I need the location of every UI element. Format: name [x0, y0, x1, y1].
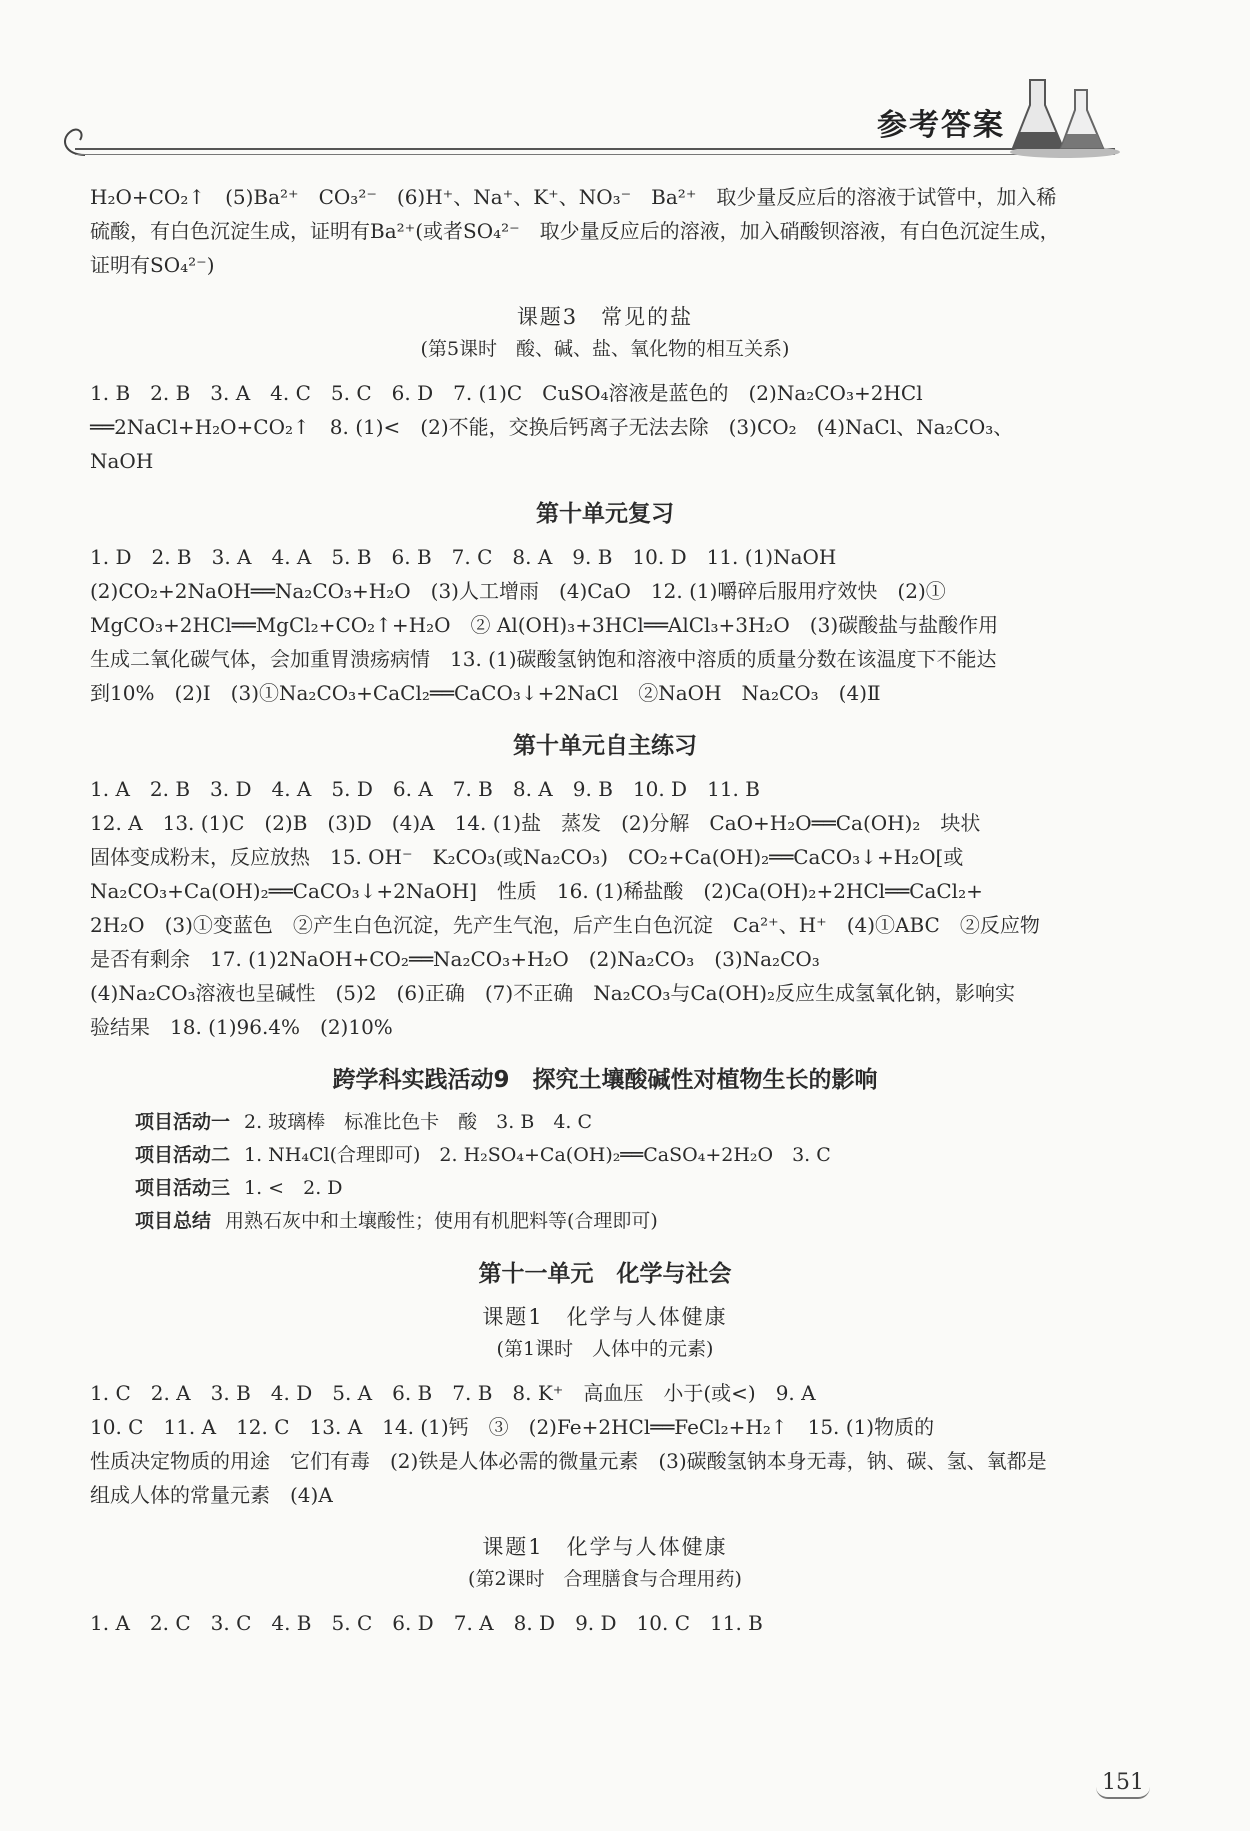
- section-unit11-lesson1: [90, 1254, 1120, 1512]
- lesson-title: 课题3 常见的盐: [516, 305, 694, 329]
- section-unit10-review: [90, 494, 1120, 710]
- section-unit11-lesson2: [90, 1530, 1120, 1640]
- activity-text: 1. < 2. D: [244, 1177, 343, 1199]
- text-line: MgCO₃+2HCl══MgCl₂+CO₂↑+H₂O ② Al(OH)₃+3HCl══AlCl₃+3H₂O (3)碳酸盐与盐酸作用: [90, 613, 999, 637]
- lesson-subtitle: (第5课时 酸、碱、盐、氧化物的相互关系): [420, 338, 790, 360]
- text-line: 1. A 2. C 3. C 4. B 5. C 6. D 7. A 8. D 9. D 10. C 11. B: [90, 1611, 763, 1635]
- header-rule-thin: [75, 154, 1115, 155]
- text-line: NaOH: [90, 449, 154, 473]
- activity-text: 1. NH₄Cl(合理即可) 2. H₂SO₄+Ca(OH)₂══CaSO₄+2H₂O 3. C: [244, 1144, 831, 1166]
- text-line: (2)CO₂+2NaOH══Na₂CO₃+H₂O (3)人工增雨 (4)CaO 12. (1)嚼碎后服用疗效快 (2)①: [90, 579, 946, 603]
- activity-row: [135, 1172, 1120, 1205]
- text-line: 组成人体的常量元素 (4)A: [90, 1483, 333, 1507]
- text-line: 1. D 2. B 3. A 4. A 5. B 6. B 7. C 8. A 9. B 10. D 11. (1)NaOH: [90, 545, 837, 569]
- activity-row: [135, 1205, 1120, 1238]
- text-line: 1. C 2. A 3. B 4. D 5. A 6. B 7. B 8. K⁺ 高血压 小于(或<) 9. A: [90, 1381, 816, 1405]
- unit-title: 跨学科实践活动9 探究土壤酸碱性对植物生长的影响: [332, 1067, 878, 1093]
- unit-title: 第十一单元 化学与社会: [478, 1261, 732, 1287]
- text-line: 到10% (2)Ⅰ (3)①Na₂CO₃+CaCl₂══CaCO₃↓+2NaCl ②NaOH Na₂CO₃ (4)Ⅱ: [90, 681, 881, 705]
- activity-text: 2. 玻璃棒 标准比色卡 酸 3. B 4. C: [244, 1111, 593, 1133]
- text-line: 生成二氧化碳气体，会加重胃溃疡病情 13. (1)碳酸氢钠饱和溶液中溶质的质量分数在该温度下不能达: [90, 647, 997, 671]
- activity-text: 用熟石灰中和土壤酸性；使用有机肥料等(合理即可): [225, 1210, 658, 1232]
- unit-title: 第十单元自主练习: [513, 733, 697, 759]
- text-line: 是否有剩余 17. (1)2NaOH+CO₂══Na₂CO₃+H₂O (2)Na₂CO₃ (3)Na₂CO₃: [90, 947, 820, 971]
- text-line: 硫酸，有白色沉淀生成，证明有Ba²⁺(或者SO₄²⁻ 取少量反应后的溶液，加入硝酸钡溶液，有白色沉淀生成，: [90, 219, 1060, 243]
- header-title: 参考答案: [877, 108, 1005, 143]
- section-practice-activity: [90, 1060, 1120, 1238]
- lesson-subtitle: (第1课时 人体中的元素): [496, 1338, 714, 1360]
- activity-list: [90, 1106, 1120, 1238]
- unit-title: 第十单元复习: [536, 501, 674, 527]
- answer-content: [90, 180, 1120, 1640]
- text-line: 证明有SO₄²⁻): [90, 253, 215, 277]
- text-line: 10. C 11. A 12. C 13. A 14. (1)钙 ③ (2)Fe+2HCl══FeCl₂+H₂↑ 15. (1)物质的: [90, 1415, 935, 1439]
- section-unit10-practice: [90, 726, 1120, 1044]
- lesson-title: 课题1 化学与人体健康: [482, 1535, 728, 1559]
- page-header: [55, 70, 1155, 160]
- text-line: H₂O+CO₂↑ (5)Ba²⁺ CO₃²⁻ (6)H⁺、Na⁺、K⁺、NO₃⁻ Ba²⁺ 取少量反应后的溶液于试管中，加入稀: [90, 185, 1057, 209]
- header-rule: [75, 148, 1115, 150]
- page-number: 151: [1096, 1770, 1150, 1799]
- activity-label: 项目活动三: [135, 1177, 231, 1199]
- text-line: 验结果 18. (1)96.4% (2)10%: [90, 1015, 393, 1039]
- text-line: (4)Na₂CO₃溶液也呈碱性 (5)2 (6)正确 (7)不正确 Na₂CO₃与Ca(OH)₂反应生成氢氧化钠，影响实: [90, 981, 1016, 1005]
- text-line: ══2NaCl+H₂O+CO₂↑ 8. (1)< (2)不能，交换后钙离子无法去除 (3)CO₂ (4)NaCl、Na₂CO₃、: [90, 415, 1014, 439]
- activity-row: [135, 1106, 1120, 1139]
- activity-row: [135, 1139, 1120, 1172]
- text-line: 固体变成粉末，反应放热 15. OH⁻ K₂CO₃(或Na₂CO₃) CO₂+Ca(OH)₂══CaCO₃↓+H₂O[或: [90, 845, 964, 869]
- activity-label: 项目活动一: [135, 1111, 231, 1133]
- top-answer: [90, 180, 1120, 282]
- text-line: 性质决定物质的用途 它们有毒 (2)铁是人体必需的微量元素 (3)碳酸氢钠本身无毒，钠、碳、氢、氧都是: [90, 1449, 1047, 1473]
- flask-icon: [1005, 70, 1125, 160]
- text-line: 2H₂O (3)①变蓝色 ②产生白色沉淀，先产生气泡，后产生白色沉淀 Ca²⁺、H⁺ (4)①ABC ②反应物: [90, 913, 1040, 937]
- section-salts: [90, 300, 1120, 478]
- lesson-subtitle: (第2课时 合理膳食与合理用药): [468, 1568, 742, 1590]
- activity-label: 项目总结: [135, 1210, 212, 1232]
- text-line: 1. A 2. B 3. D 4. A 5. D 6. A 7. B 8. A 9. B 10. D 11. B: [90, 777, 760, 801]
- text-line: 12. A 13. (1)C (2)B (3)D (4)A 14. (1)盐 蒸发 (2)分解 CaO+H₂O══Ca(OH)₂ 块状: [90, 811, 981, 835]
- lesson-title: 课题1 化学与人体健康: [482, 1305, 728, 1329]
- activity-label: 项目活动二: [135, 1144, 231, 1166]
- text-line: Na₂CO₃+Ca(OH)₂══CaCO₃↓+2NaOH] 性质 16. (1)稀盐酸 (2)Ca(OH)₂+2HCl══CaCl₂+: [90, 879, 983, 903]
- text-line: 1. B 2. B 3. A 4. C 5. C 6. D 7. (1)C CuSO₄溶液是蓝色的 (2)Na₂CO₃+2HCl: [90, 381, 923, 405]
